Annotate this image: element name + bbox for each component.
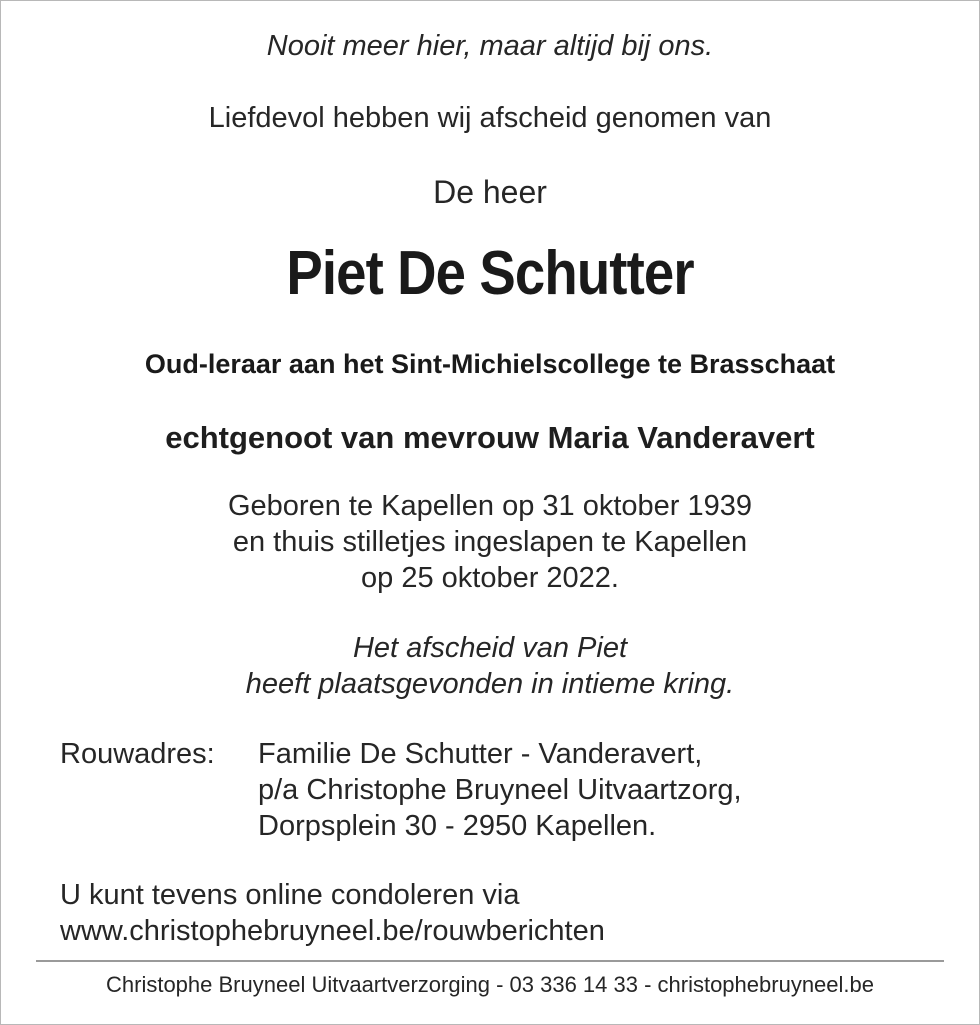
- address-line-care: p/a Christophe Bruyneel Uitvaartzorg,: [258, 774, 742, 806]
- death-date-line: op 25 oktober 2022.: [361, 562, 619, 594]
- footer-divider: [36, 960, 944, 962]
- farewell-line-2: heeft plaatsgevonden in intieme kring.: [245, 668, 735, 700]
- intro-text: Liefdevol hebben wij afscheid genomen van: [208, 102, 772, 134]
- death-place-line: en thuis stilletjes ingeslapen te Kapellen: [232, 526, 748, 558]
- honorific: De heer: [433, 174, 547, 210]
- address-label: Rouwadres:: [60, 738, 215, 770]
- spouse-line: echtgenoot van mevrouw Maria Vanderavert: [165, 420, 815, 455]
- occupation-title: Oud-leraar aan het Sint-Michielscollege te Brasschaat: [144, 349, 836, 379]
- farewell-note: [0, 630, 980, 702]
- farewell-line-1: Het afscheid van Piet: [352, 632, 628, 664]
- birth-line: Geboren te Kapellen op 31 oktober 1939: [227, 490, 752, 522]
- life-details: [0, 488, 980, 596]
- address-block: [258, 736, 742, 844]
- address-line-family: Familie De Schutter - Vanderavert,: [258, 738, 703, 770]
- deceased-name: Piet De Schutter: [286, 239, 694, 308]
- motto: Nooit meer hier, maar altijd bij ons.: [266, 30, 714, 62]
- online-condolence: [60, 877, 605, 949]
- footer-credit: Christophe Bruyneel Uitvaartverzorging - 03 336 14 33 - christophebruyneel.be: [106, 972, 874, 997]
- online-condolence-text: U kunt tevens online condoleren via: [60, 879, 520, 911]
- address-line-street: Dorpsplein 30 - 2950 Kapellen.: [258, 810, 657, 842]
- condolence-url[interactable]: www.christophebruyneel.be/rouwberichten: [60, 915, 605, 947]
